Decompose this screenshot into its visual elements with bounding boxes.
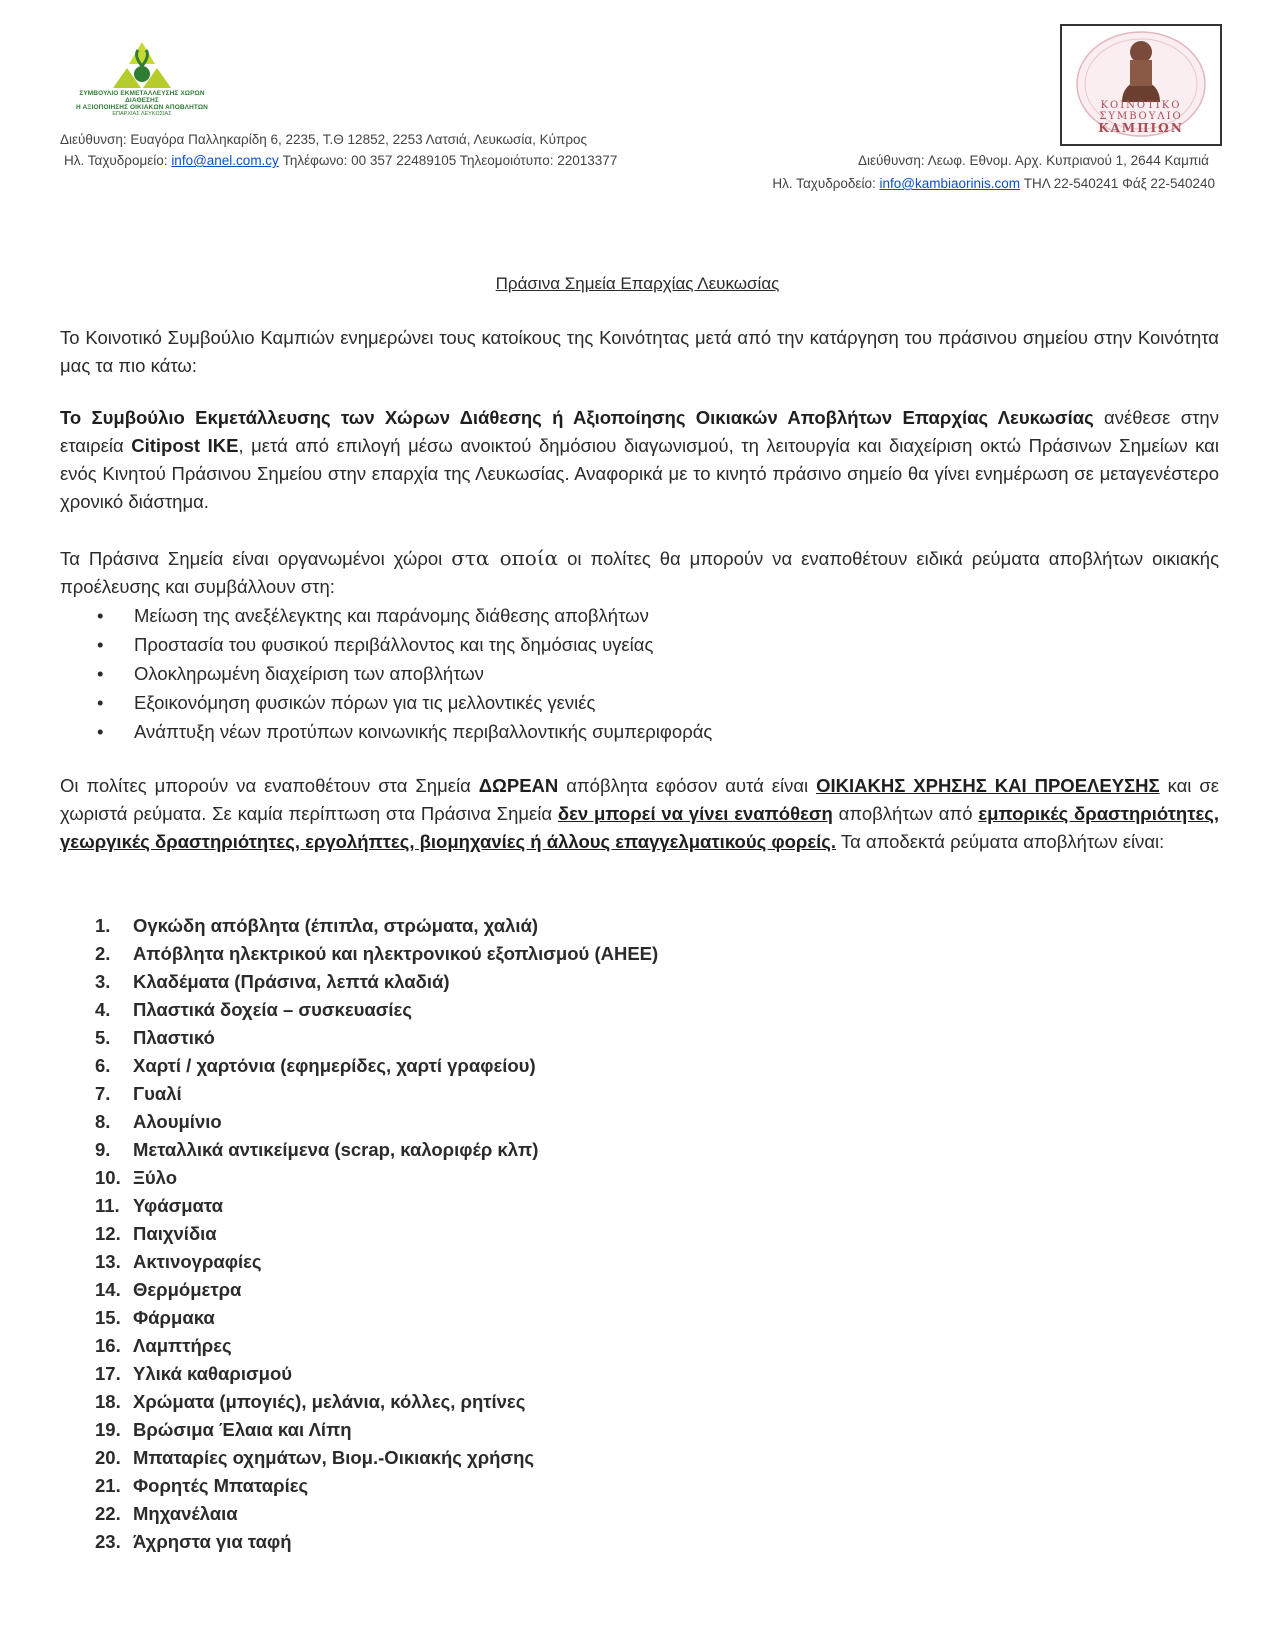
kampia-council-logo — [1060, 24, 1222, 146]
list-item-text: Μεταλλικά αντικείμενα (scrap, καλοριφέρ κλπ) — [133, 1139, 539, 1160]
list-item-text: Γυαλί — [133, 1083, 182, 1104]
benefit-text: Ολοκληρωμένη διαχείριση των αποβλήτων — [134, 663, 484, 684]
list-item-text: Φορητές Μπαταρίες — [133, 1475, 309, 1496]
list-item-number: 5. — [95, 1027, 111, 1048]
list-item-number: 22. — [95, 1503, 121, 1524]
list-item — [60, 996, 1160, 1024]
company-name: Citipost ΙΚΕ — [131, 435, 239, 456]
list-item-text: Αλουμίνιο — [133, 1111, 222, 1132]
anel-logo-line1: ΣΥΜΒΟΥΛΙΟ ΕΚΜΕΤΑΛΛΕΥΣΗΣ ΧΩΡΩΝ ΔΙΑΘΕΣΗΣ — [79, 90, 205, 104]
p4-text3: και σε χωριστά ρεύματα. Σε καμία περίπτωση στα Πράσινα Σημεία — [60, 775, 1219, 824]
list-item-number: 1. — [95, 915, 111, 936]
seal-line1: ΚΟΙΝΟΤΙΚΟ — [1100, 100, 1182, 111]
list-item-number: 6. — [95, 1055, 111, 1076]
list-item-number: 2. — [95, 943, 111, 964]
rules-paragraph — [60, 772, 1219, 856]
anel-contact-line — [64, 153, 617, 168]
list-item-text: Υφάσματα — [133, 1195, 224, 1216]
seal-line3: ΚΑΜΠΙΩΝ — [1098, 121, 1184, 135]
list-item — [60, 1388, 1160, 1416]
list-item-text: Βρώσιμα Έλαια και Λίπη — [133, 1419, 352, 1440]
bullet-icon: • — [97, 692, 104, 713]
list-item — [60, 1220, 1160, 1248]
list-item-text: Χρώματα (μπογιές), μελάνια, κόλλες, ρητίνες — [133, 1391, 526, 1412]
list-item — [60, 1304, 1160, 1332]
list-item-number: 12. — [95, 1223, 121, 1244]
list-item-text: Υλικά καθαρισμού — [133, 1363, 293, 1384]
p4-text2: απόβλητα εφόσον αυτά είναι — [558, 775, 817, 796]
accepted-waste-list — [60, 912, 1160, 1556]
list-item-text: Πλαστικά δοχεία – συσκευασίες — [133, 999, 412, 1020]
benefit-item — [60, 717, 1219, 746]
list-item-number: 15. — [95, 1307, 121, 1328]
benefit-text: Μείωση της ανεξέλεγκτης και παράνομης διάθεσης αποβλήτων — [134, 605, 649, 626]
document-title: Πράσινα Σημεία Επαρχίας Λευκωσίας — [495, 274, 780, 293]
list-item-text: Ογκώδη απόβλητα (έπιπλα, στρώματα, χαλιά) — [133, 915, 539, 936]
p2-text2: , μετά από επιλογή μέσω ανοικτού δημόσιου διαγωνισμού, τη λειτουργία και διαχείριση οκτώ Πράσινων Σημείων και ενός Κινητού Πράσινου Σημείου στην επαρχία της Λευκωσίας. Αναφορικά με το κινητό πράσινο σημείο θα γίνει ενημέρωση σε μεταγενέστερο χρονικό διάστημα. — [60, 435, 1219, 512]
list-item-number: 3. — [95, 971, 111, 992]
list-item — [60, 1052, 1160, 1080]
assignment-paragraph — [60, 404, 1219, 516]
list-item — [60, 1192, 1160, 1220]
kampia-email-label: Ηλ. Ταχυδροδείο: — [772, 176, 880, 191]
list-item-number: 11. — [95, 1195, 120, 1216]
excluded-sources-label: εμπορικές δραστηριότητες, γεωργικές δραστηριότητες, εργολήπτες, βιομηχανίες ή άλλους επαγγελματικούς φορείς. — [60, 803, 1220, 852]
list-item-number: 10. — [95, 1167, 121, 1188]
list-item — [60, 1444, 1160, 1472]
kampia-contact-line — [772, 176, 1215, 191]
p3-text1: Τα Πράσινα Σημεία είναι οργανωμένοι χώροι — [60, 548, 452, 569]
list-item-text: Θερμόμετρα — [133, 1279, 242, 1300]
household-use-label: ΟΙΚΙΑΚΗΣ ΧΡΗΣΗΣ ΚΑΙ ΠΡΟΕΛΕΥΣΗΣ — [816, 775, 1160, 796]
list-item-number: 16. — [95, 1335, 121, 1356]
list-item — [60, 1528, 1160, 1556]
p2-text1: ανέθεσε στην εταιρεία — [60, 407, 1219, 456]
list-item-number: 19. — [95, 1419, 121, 1440]
list-item-number: 17. — [95, 1363, 121, 1384]
recycle-icon — [107, 40, 177, 90]
list-item-number: 21. — [95, 1475, 121, 1496]
intro-paragraph: Το Κοινοτικό Συμβούλιο Καμπιών ενημερώνει τους κατοίκους της Κοινότητας μετά από την κατάργηση του πράσινου σημείου στην Κοινότητα μας τα πιο κάτω: — [60, 327, 1219, 376]
p3-serif-text: στα οποία — [451, 546, 559, 570]
list-item-number: 8. — [95, 1111, 111, 1132]
list-item-number: 4. — [95, 999, 111, 1020]
list-item-text: Φάρμακα — [133, 1307, 215, 1328]
p3-text2: οι πολίτες θα μπορούν να εναποθέτουν ειδικά ρεύματα αποβλήτων οικιακής προέλευσης και συμβάλλουν στη: — [60, 548, 1219, 597]
kampia-address: Διεύθυνση: Λεωφ. Εθνομ. Αρχ. Κυπριανού 1, 2644 Καμπιά — [858, 153, 1209, 168]
list-item-text: Πλαστικό — [133, 1027, 215, 1048]
list-item-number: 13. — [95, 1251, 121, 1272]
anel-logo — [62, 40, 222, 118]
list-item-text: Μηχανέλαια — [133, 1503, 238, 1524]
kampia-phone: ΤΗΛ 22-540241 Φάξ 22-540240 — [1019, 176, 1215, 191]
list-item-text: Μπαταρίες οχημάτων, Βιομ.-Οικιακής χρήσης — [133, 1447, 535, 1468]
bullet-icon: • — [97, 721, 104, 742]
list-item-number: 23. — [95, 1531, 121, 1552]
list-item — [60, 1080, 1160, 1108]
not-allowed-label: δεν μπορεί να γίνει εναπόθεση — [557, 803, 833, 824]
list-item-number: 20. — [95, 1447, 121, 1468]
kampia-email-link[interactable]: info@kambiaorinis.com — [879, 176, 1020, 191]
list-item-text: Άχρηστα για ταφή — [133, 1531, 292, 1552]
benefit-item — [60, 630, 1219, 659]
benefit-text: Ανάπτυξη νέων προτύπων κοινωνικής περιβαλλοντικής συμπεριφοράς — [134, 721, 713, 742]
benefit-item — [60, 659, 1219, 688]
anel-logo-line2: Η ΑΞΙΟΠΟΙΗΣΗΣ ΟΙΚΙΑΚΩΝ ΑΠΟΒΛΗΤΩΝ — [76, 104, 208, 111]
list-item-text: Χαρτί / χαρτόνια (εφημερίδες, χαρτί γραφείου) — [133, 1055, 536, 1076]
benefit-text: Εξοικονόμηση φυσικών πόρων για τις μελλοντικές γενιές — [134, 692, 596, 713]
p4-text4: αποβλήτων από — [832, 803, 979, 824]
list-item — [60, 1276, 1160, 1304]
list-item-text: Ακτινογραφίες — [133, 1251, 262, 1272]
green-points-paragraph — [60, 544, 1219, 746]
bullet-icon: • — [97, 663, 104, 684]
list-item-text: Ξύλο — [133, 1167, 178, 1188]
anel-email-link[interactable]: info@anel.com.cy — [171, 153, 279, 168]
list-item — [60, 968, 1160, 996]
list-item — [60, 1360, 1160, 1388]
list-item — [60, 1164, 1160, 1192]
list-item-number: 14. — [95, 1279, 121, 1300]
list-item — [60, 1024, 1160, 1052]
anel-logo-line3: ΕΠΑΡΧΙΑΣ ΛΕΥΚΩΣΙΑΣ — [112, 111, 172, 117]
list-item-number: 18. — [95, 1391, 121, 1412]
list-item — [60, 1500, 1160, 1528]
list-item — [60, 912, 1160, 940]
council-name: Το Συμβούλιο Εκμετάλλευσης των Χώρων Διάθεσης ή Αξιοποίησης Οικιακών Αποβλήτων Επαρχίας Λευκωσίας — [60, 407, 1094, 428]
anel-phone: Τηλέφωνο: 00 357 22489105 Τηλεομοιότυπο: 22013377 — [278, 153, 618, 168]
benefit-item — [60, 688, 1219, 717]
seal-line2: ΣΥΜΒΟΥΛΙΟ — [1099, 111, 1183, 122]
list-item — [60, 940, 1160, 968]
list-item-text: Κλαδέματα (Πράσινα, λεπτά κλαδιά) — [133, 971, 450, 992]
list-item — [60, 1332, 1160, 1360]
p4-text5: Τα αποδεκτά ρεύματα αποβλήτων είναι: — [836, 831, 1165, 852]
list-item-text: Λαμπτήρες — [133, 1335, 232, 1356]
list-item-number: 7. — [95, 1083, 111, 1104]
list-item-text: Απόβλητα ηλεκτρικού και ηλεκτρονικού εξοπλισμού (ΑΗΕΕ) — [133, 943, 659, 964]
free-label: ΔΩΡΕΑΝ — [478, 775, 559, 796]
list-item — [60, 1136, 1160, 1164]
p4-text1: Οι πολίτες μπορούν να εναποθέτουν στα Σημεία — [60, 775, 479, 796]
benefits-list — [60, 601, 1219, 746]
benefit-text: Προστασία του φυσικού περιβάλλοντος και της δημόσιας υγείας — [134, 634, 654, 655]
list-item-number: 9. — [95, 1139, 111, 1160]
list-item-text: Παιχνίδια — [133, 1223, 217, 1244]
list-item — [60, 1108, 1160, 1136]
bullet-icon: • — [97, 605, 104, 626]
anel-address: Διεύθυνση: Ευαγόρα Παλληκαρίδη 6, 2235, Τ.Θ 12852, 2253 Λατσιά, Λευκωσία, Κύπρος — [60, 132, 588, 147]
list-item — [60, 1248, 1160, 1276]
benefit-item — [60, 601, 1219, 630]
bullet-icon: • — [97, 634, 104, 655]
list-item — [60, 1416, 1160, 1444]
anel-email-label: Ηλ. Ταχυδρομείο: — [64, 153, 172, 168]
list-item — [60, 1472, 1160, 1500]
